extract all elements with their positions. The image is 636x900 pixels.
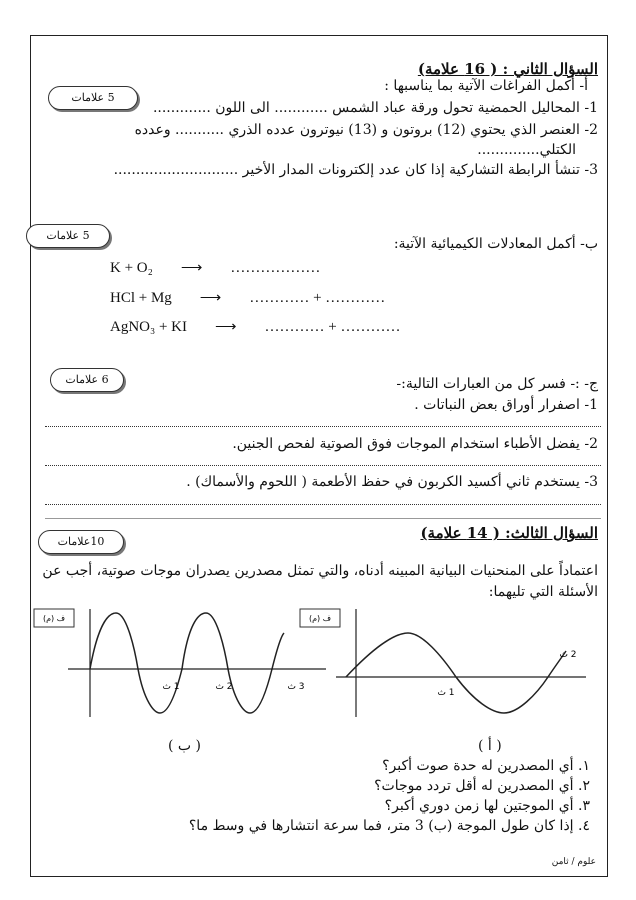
graph-a-caption: ( أ ) bbox=[478, 738, 502, 754]
equation-3 bbox=[110, 317, 400, 336]
footer-label: علوم / ثامن bbox=[551, 857, 596, 867]
q2-title: السؤال الثاني : ( 16 علامة) bbox=[417, 60, 598, 78]
graph-a-box-label: ف (م) bbox=[308, 614, 332, 623]
q2a-heading: أ- أكمل الفراغات الآتية بما يناسبها : bbox=[384, 78, 588, 94]
graph-b-caption: ( ب ) bbox=[168, 738, 202, 754]
graph-b-tick-1: 1 ث bbox=[162, 682, 180, 692]
graph-a-tick-1: 1 ث bbox=[437, 688, 455, 698]
graph-a-tick-2: 2 ث bbox=[559, 650, 577, 660]
q2a-item-3: 3- تنشأ الرابطة التشاركية إذا كان عدد إلكترونات المدار الأخير ............................ bbox=[113, 162, 598, 178]
graph-b-box-label: ف (م) bbox=[42, 614, 66, 623]
arrow-icon: ⟶ bbox=[215, 319, 237, 335]
equation-2 bbox=[110, 288, 385, 307]
arrow-icon: ⟶ bbox=[199, 290, 222, 306]
answer-line bbox=[45, 504, 601, 505]
q2a-item-2-cont: الكتلي.............. bbox=[477, 142, 576, 158]
graph-b bbox=[28, 605, 338, 720]
q2a-item-2: 2- العنصر الذي يحتوي (12) بروتون و (13) نيوترون عدده الذري ........... وعدده bbox=[134, 122, 598, 138]
q2a-marks-badge: 5 علامات bbox=[48, 86, 138, 110]
equation-1 bbox=[110, 258, 320, 277]
answer-line bbox=[45, 465, 601, 466]
q3-intro-line-2: الأسئلة التي تليهما: bbox=[488, 584, 598, 600]
equation-1-lhs: K + O₂ bbox=[110, 260, 153, 276]
section-divider bbox=[45, 518, 601, 519]
q3-question-2: ٢. أي المصدرين له أقل تردد موجات؟ bbox=[374, 778, 590, 794]
equation-1-rhs: ……………… bbox=[230, 260, 321, 276]
q3-question-4: ٤. إذا كان طول الموجة (ب) 3 متر، فما سرعة انتشارها في وسط ما؟ bbox=[188, 818, 590, 834]
graph-b-tick-2: 2 ث bbox=[215, 682, 233, 692]
q2b-marks-badge: 5 علامات bbox=[26, 224, 110, 248]
q2b-heading: ب- أكمل المعادلات الكيميائية الآتية: bbox=[393, 236, 598, 252]
equation-3-rhs: ………… + ………… bbox=[264, 319, 401, 335]
answer-line bbox=[45, 426, 601, 427]
graph-b-tick-3: 3 ث bbox=[287, 682, 305, 692]
equation-2-rhs: ………… + ………… bbox=[249, 290, 386, 306]
q3-title: السؤال الثالث: ( 14 علامة) bbox=[420, 524, 598, 542]
q2c-marks-badge: 6 علامات bbox=[50, 368, 124, 392]
equation-2-lhs: HCl + Mg bbox=[110, 290, 172, 306]
q2c-item-3: 3- يستخدم ثاني أكسيد الكربون في حفظ الأطعمة ( اللحوم والأسماك) . bbox=[186, 474, 598, 490]
q2a-item-1: 1- المحاليل الحمضية تحول ورقة عباد الشمس ............ الى اللون ............. bbox=[152, 100, 598, 116]
q3-question-1: ١. أي المصدرين له حدة صوت أكبر؟ bbox=[382, 758, 590, 774]
q2c-item-2: 2- يفضل الأطباء استخدام الموجات فوق الصوتية لفحص الجنين. bbox=[232, 436, 598, 452]
arrow-icon: ⟶ bbox=[180, 260, 203, 276]
q3-question-3: ٣. أي الموجتين لها زمن دوري أكبر؟ bbox=[384, 798, 590, 814]
wave-a bbox=[346, 633, 566, 713]
q2c-item-1: 1- اصفرار أوراق بعض النباتات . bbox=[414, 397, 598, 413]
q2c-heading: ج- :- فسر كل من العبارات التالية:- bbox=[396, 376, 598, 392]
equation-3-lhs: AgNO₃ + KI bbox=[110, 319, 188, 335]
wave-b bbox=[90, 613, 284, 713]
q3-marks-badge: 10علامات bbox=[38, 530, 124, 554]
graph-a bbox=[296, 605, 606, 720]
q3-intro-line-1: اعتماداً على المنحنيات البيانية المبينه أدناه، والتي تمثل مصدرين يصدران موجات صوتية، أجب عن bbox=[42, 563, 598, 579]
